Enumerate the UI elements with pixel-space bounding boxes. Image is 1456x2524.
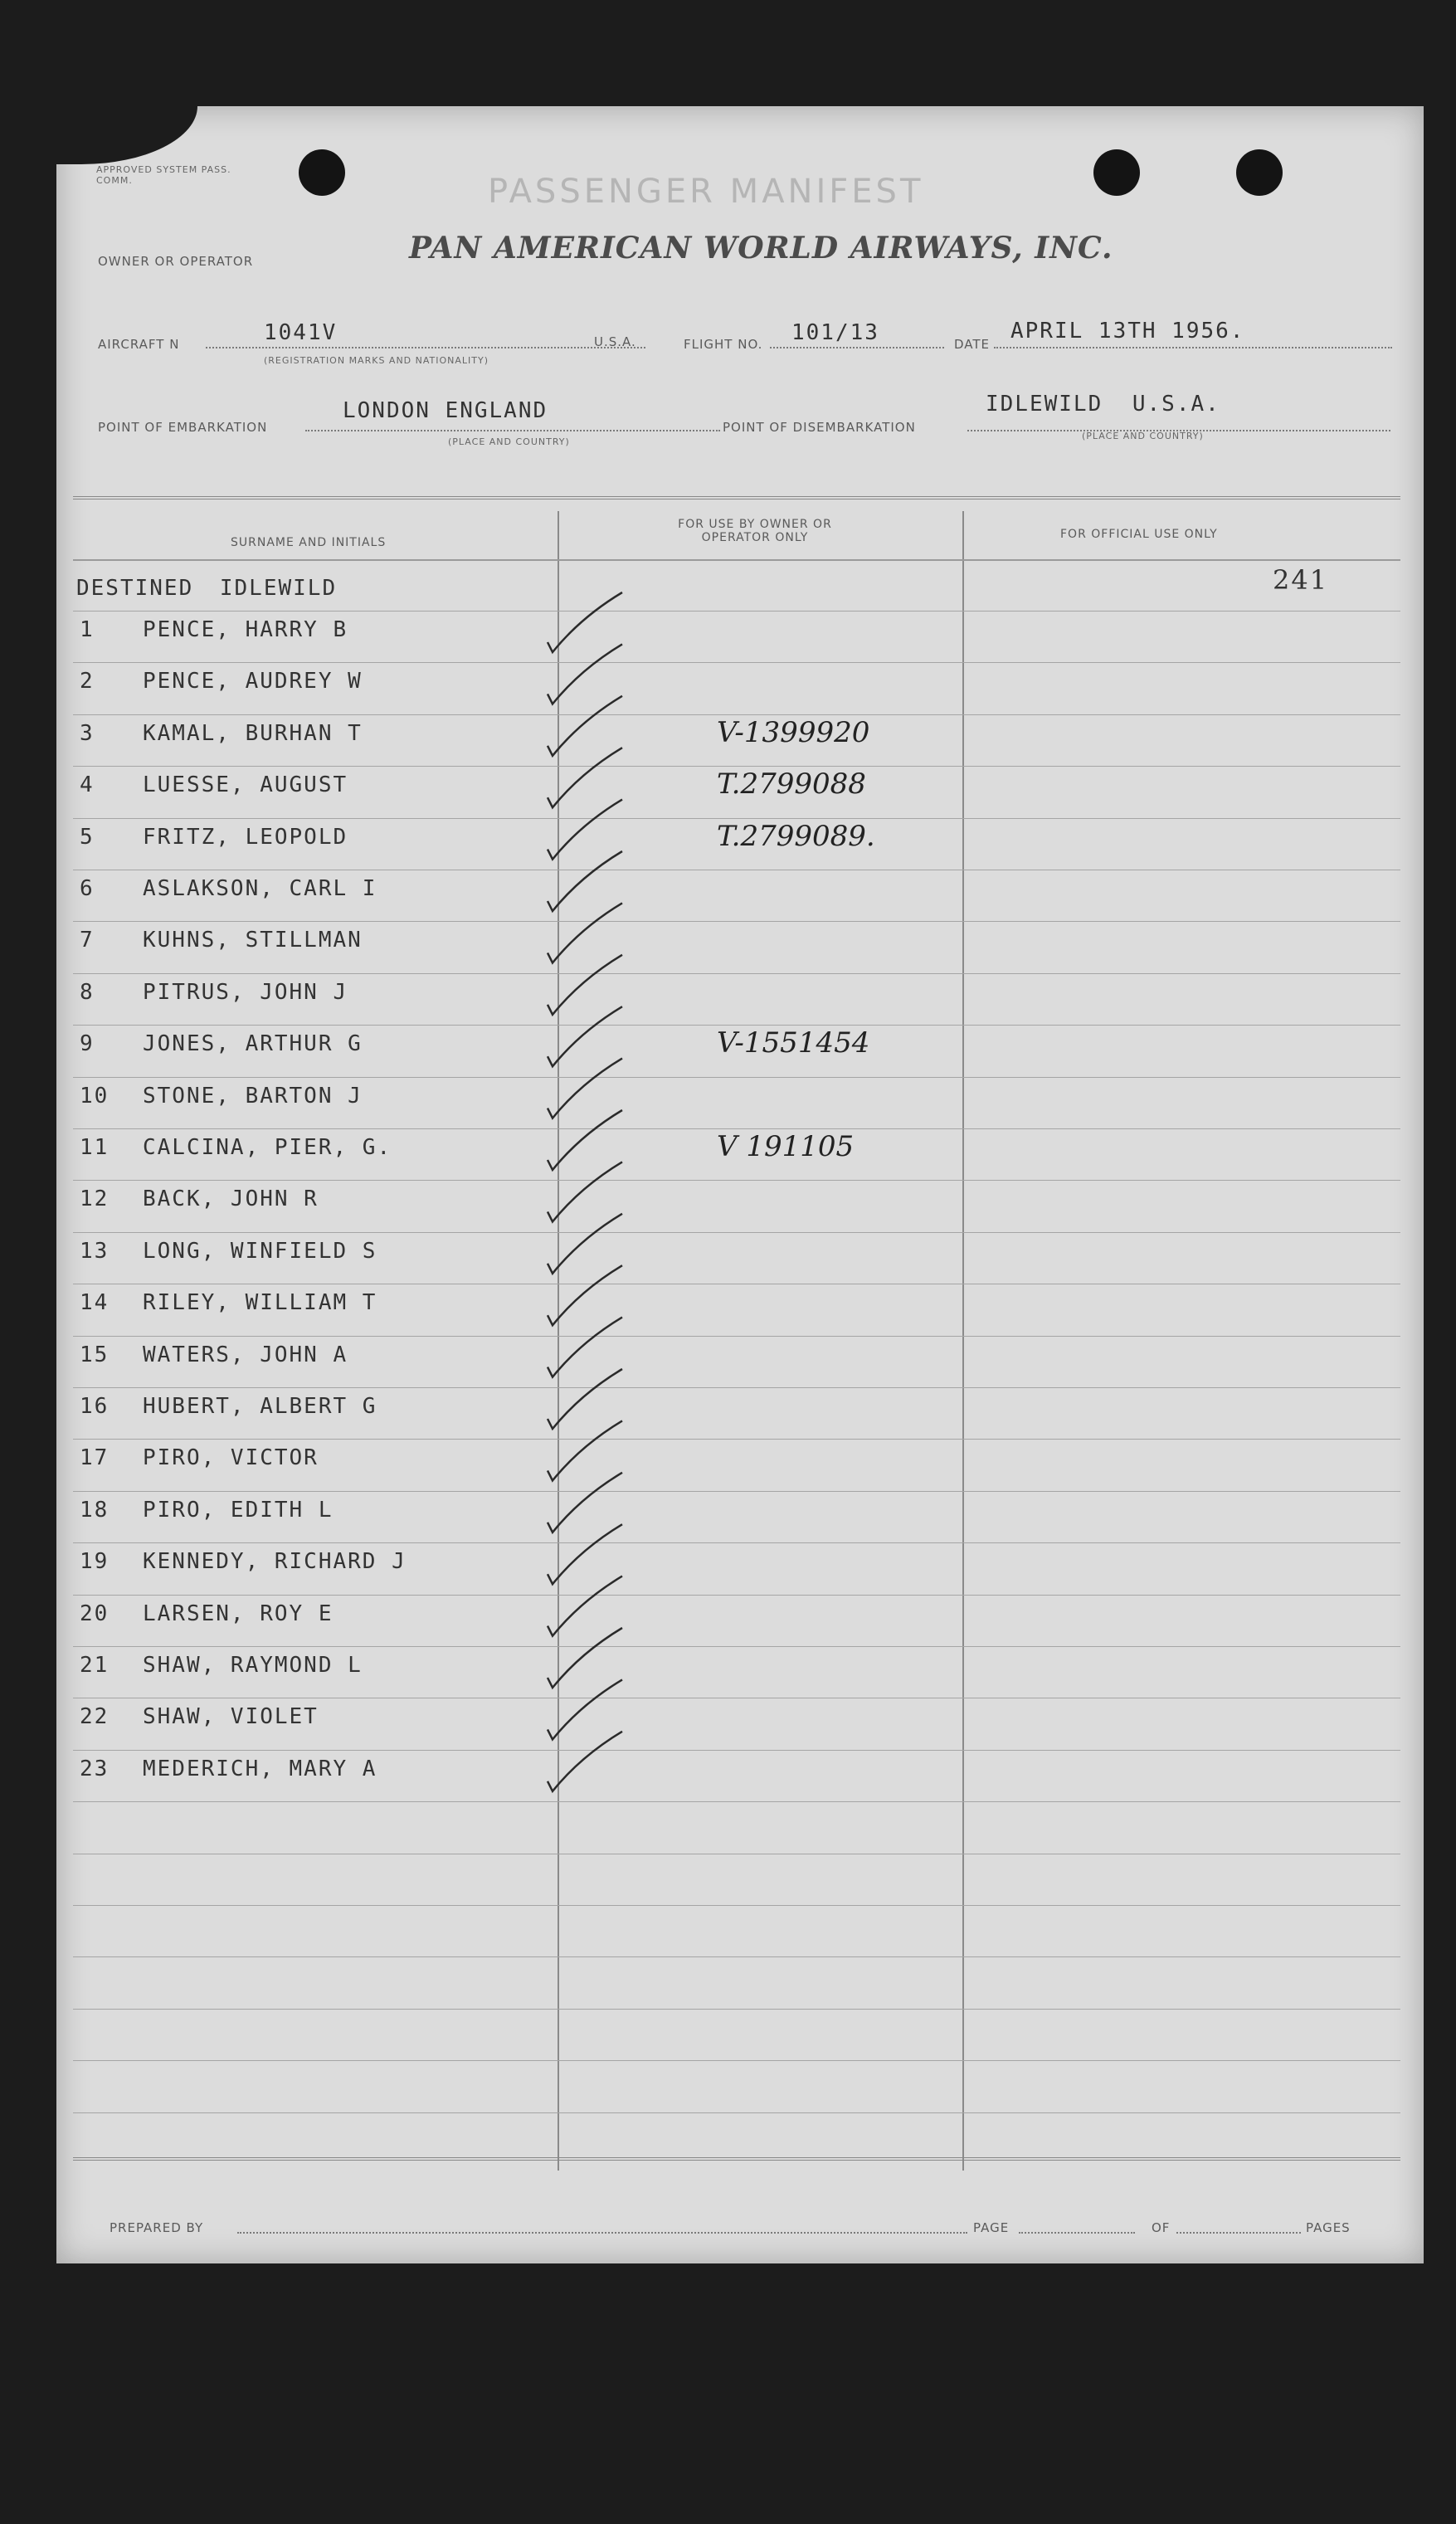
- prepared-by-label: PREPARED BY: [110, 2220, 204, 2235]
- passenger-name: KAMAL, BURHAN T: [143, 720, 363, 746]
- check-mark: [548, 1265, 622, 1325]
- passenger-name: KUHNS, STILLMAN: [143, 928, 363, 953]
- passenger-number: 21: [80, 1653, 110, 1678]
- check-mark: [548, 1628, 622, 1688]
- pages-label: PAGES: [1306, 2220, 1351, 2235]
- passenger-name: FRITZ, LEOPOLD: [143, 824, 348, 850]
- passport-note: T.2799089.: [717, 819, 875, 853]
- passenger-name: PENCE, AUDREY W: [143, 669, 363, 694]
- check-mark: [548, 851, 622, 911]
- passport-note: V-1551454: [717, 1026, 870, 1060]
- passenger-name: SHAW, RAYMOND L: [143, 1653, 363, 1678]
- passenger-number: 8: [80, 979, 95, 1005]
- passenger-number: 9: [80, 1031, 95, 1057]
- passenger-name: PIRO, EDITH L: [143, 1497, 334, 1523]
- page-label: PAGE: [973, 2220, 1010, 2235]
- check-mark: [548, 592, 622, 652]
- passenger-number: 18: [80, 1497, 110, 1523]
- check-mark: [548, 1369, 622, 1429]
- check-mark: [548, 955, 622, 1015]
- passenger-number: 15: [80, 1342, 110, 1367]
- passenger-number: 1: [80, 617, 95, 642]
- passenger-number: 2: [80, 669, 95, 694]
- passenger-number: 19: [80, 1549, 110, 1575]
- check-mark: [548, 696, 622, 756]
- passenger-name: MEDERICH, MARY A: [143, 1756, 377, 1781]
- check-mark: [548, 1679, 622, 1739]
- owner-label: OWNER OR OPERATOR: [98, 254, 254, 269]
- operator-name: PAN AMERICAN WORLD AIRWAYS, INC.: [409, 231, 1113, 266]
- passenger-number: 22: [80, 1704, 110, 1730]
- passenger-name: ASLAKSON, CARL I: [143, 876, 377, 901]
- disembarkation-sublabel: (PLACE AND COUNTRY): [1082, 431, 1204, 441]
- passenger-number: 4: [80, 772, 95, 798]
- passenger-number: 14: [80, 1290, 110, 1316]
- aircraft-value: 1041V: [264, 320, 338, 345]
- official-number: 241: [1273, 564, 1329, 596]
- check-mark: [548, 644, 622, 704]
- check-mark: [548, 748, 622, 807]
- check-mark: [548, 800, 622, 860]
- passenger-name: LUESSE, AUGUST: [143, 772, 348, 798]
- passenger-number: 23: [80, 1756, 110, 1781]
- passenger-name: RILEY, WILLIAM T: [143, 1290, 377, 1316]
- passenger-number: 11: [80, 1135, 110, 1160]
- of-label: OF: [1152, 2220, 1171, 2235]
- destined-line: DESTINED IDLEWILD: [76, 576, 338, 601]
- disembarkation-value: IDLEWILD U.S.A.: [986, 392, 1220, 417]
- date-value: APRIL 13TH 1956.: [1010, 319, 1245, 344]
- passenger-name: WATERS, JOHN A: [143, 1342, 348, 1367]
- check-mark: [548, 1006, 622, 1066]
- flight-label: FLIGHT NO.: [684, 337, 763, 352]
- passenger-name: LONG, WINFIELD S: [143, 1238, 377, 1264]
- disembarkation-label: POINT OF DISEMBARKATION: [723, 420, 916, 435]
- check-marks: [56, 106, 1424, 2263]
- check-mark: [548, 1473, 622, 1532]
- embarkation-sublabel: (PLACE AND COUNTRY): [448, 436, 570, 447]
- embarkation-value: LONDON ENGLAND: [343, 398, 548, 423]
- manifest-sheet: [56, 106, 1424, 2263]
- passport-note: V 191105: [717, 1130, 855, 1163]
- passenger-name: PIRO, VICTOR: [143, 1445, 319, 1471]
- passenger-number: 16: [80, 1394, 110, 1419]
- usa-label: U.S.A.: [594, 334, 636, 349]
- check-mark: [548, 1214, 622, 1274]
- aircraft-sublabel: (REGISTRATION MARKS AND NATIONALITY): [264, 355, 489, 366]
- passenger-number: 7: [80, 928, 95, 953]
- passenger-name: HUBERT, ALBERT G: [143, 1394, 377, 1419]
- passenger-number: 20: [80, 1601, 110, 1626]
- passenger-name: CALCINA, PIER, G.: [143, 1135, 392, 1160]
- flight-value: 101/13: [791, 320, 879, 345]
- column-names-header: SURNAME AND INITIALS: [231, 536, 387, 549]
- column-official-use-header: FOR OFFICIAL USE ONLY: [1060, 528, 1218, 541]
- passenger-name: SHAW, VIOLET: [143, 1704, 319, 1730]
- check-mark: [548, 1524, 622, 1584]
- passenger-name: PENCE, HARRY B: [143, 617, 348, 642]
- passenger-number: 17: [80, 1445, 110, 1471]
- embarkation-label: POINT OF EMBARKATION: [98, 420, 268, 435]
- passenger-name: JONES, ARTHUR G: [143, 1031, 363, 1057]
- check-mark: [548, 1420, 622, 1480]
- passport-note: V-1399920: [717, 715, 870, 749]
- passenger-name: LARSEN, ROY E: [143, 1601, 334, 1626]
- check-mark: [548, 1059, 622, 1118]
- passenger-number: 3: [80, 720, 95, 746]
- passenger-number: 12: [80, 1186, 110, 1212]
- passenger-number: 13: [80, 1238, 110, 1264]
- passport-note: T.2799088: [717, 767, 866, 802]
- passenger-name: KENNEDY, RICHARD J: [143, 1549, 407, 1575]
- passenger-number: 5: [80, 824, 95, 850]
- passenger-number: 10: [80, 1083, 110, 1109]
- aircraft-label: AIRCRAFT N: [98, 337, 180, 352]
- column-owner-use-header: FOR USE BY OWNER OR OPERATOR ONLY: [678, 518, 832, 544]
- passenger-number: 6: [80, 876, 95, 901]
- check-mark: [548, 1162, 622, 1221]
- date-label: DATE: [954, 337, 991, 352]
- passenger-name: BACK, JOHN R: [143, 1186, 319, 1212]
- approval-stamp: APPROVED SYSTEM PASS. COMM.: [96, 164, 231, 186]
- document-title: PASSENGER MANIFEST: [488, 173, 924, 211]
- check-mark: [548, 1110, 622, 1170]
- check-mark: [548, 1318, 622, 1377]
- check-mark: [548, 1576, 622, 1636]
- passenger-name: PITRUS, JOHN J: [143, 979, 348, 1005]
- check-mark: [548, 1732, 622, 1791]
- passenger-name: STONE, BARTON J: [143, 1083, 363, 1109]
- check-mark: [548, 903, 622, 962]
